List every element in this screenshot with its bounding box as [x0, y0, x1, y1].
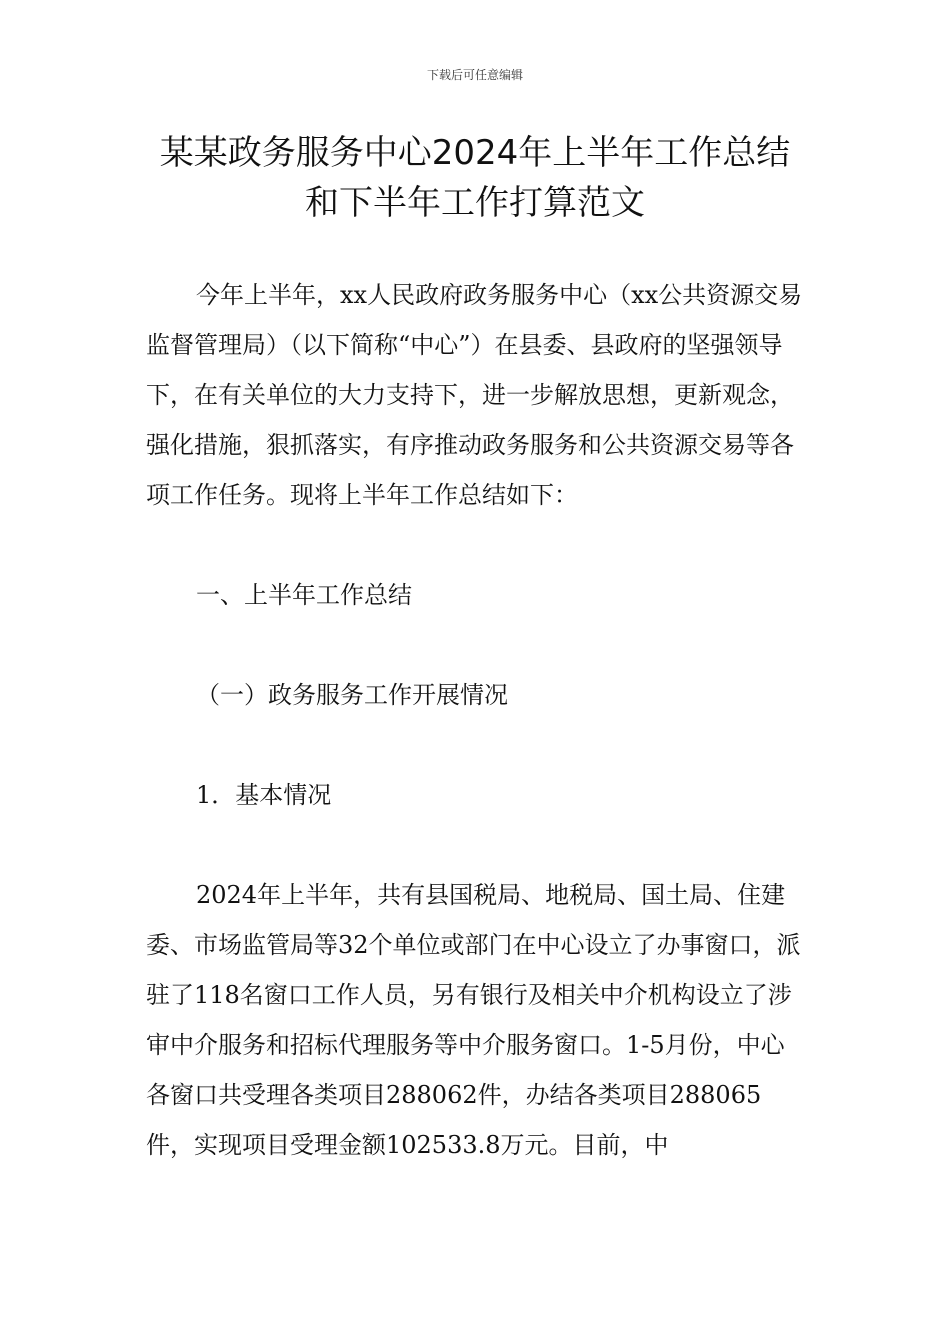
- body-paragraph: 2024年上半年，共有县国税局、地税局、国土局、住建委、市场监管局等32个单位或部门在中心设立了办事窗口，派驻了118名窗口工作人员，另有银行及相关中介机构设立了涉审中介服务和招标代理服务等中介服务窗口。1-5月份，中心各窗口共受理各类项目288062件，办结各类项目288065件，实现项目受理金额102533.8万元。目前，中: [146, 881, 801, 1159]
- section-heading: 一、上半年工作总结: [196, 581, 412, 609]
- title-line-2: 和下半年工作打算范文: [305, 183, 645, 223]
- page-header-note: 下载后可任意编辑: [426, 68, 523, 82]
- document-title: [120, 128, 830, 228]
- intro-paragraph: 今年上半年，xx人民政府政务服务中心（xx公共资源交易监督管理局）（以下简称“中心”）在县委、县政府的坚强领导下，在有关单位的大力支持下，进一步解放思想，更新观念，强化措施，狠抓落实，有序推动政务服务和公共资源交易等各项工作任务。现将上半年工作总结如下：: [146, 281, 803, 509]
- item-heading: 1．基本情况: [196, 781, 332, 809]
- subsection-heading: （一）政务服务工作开展情况: [196, 681, 508, 709]
- document-body: [146, 270, 806, 1170]
- title-line-1: 某某政务服务中心2024年上半年工作总结: [159, 133, 791, 173]
